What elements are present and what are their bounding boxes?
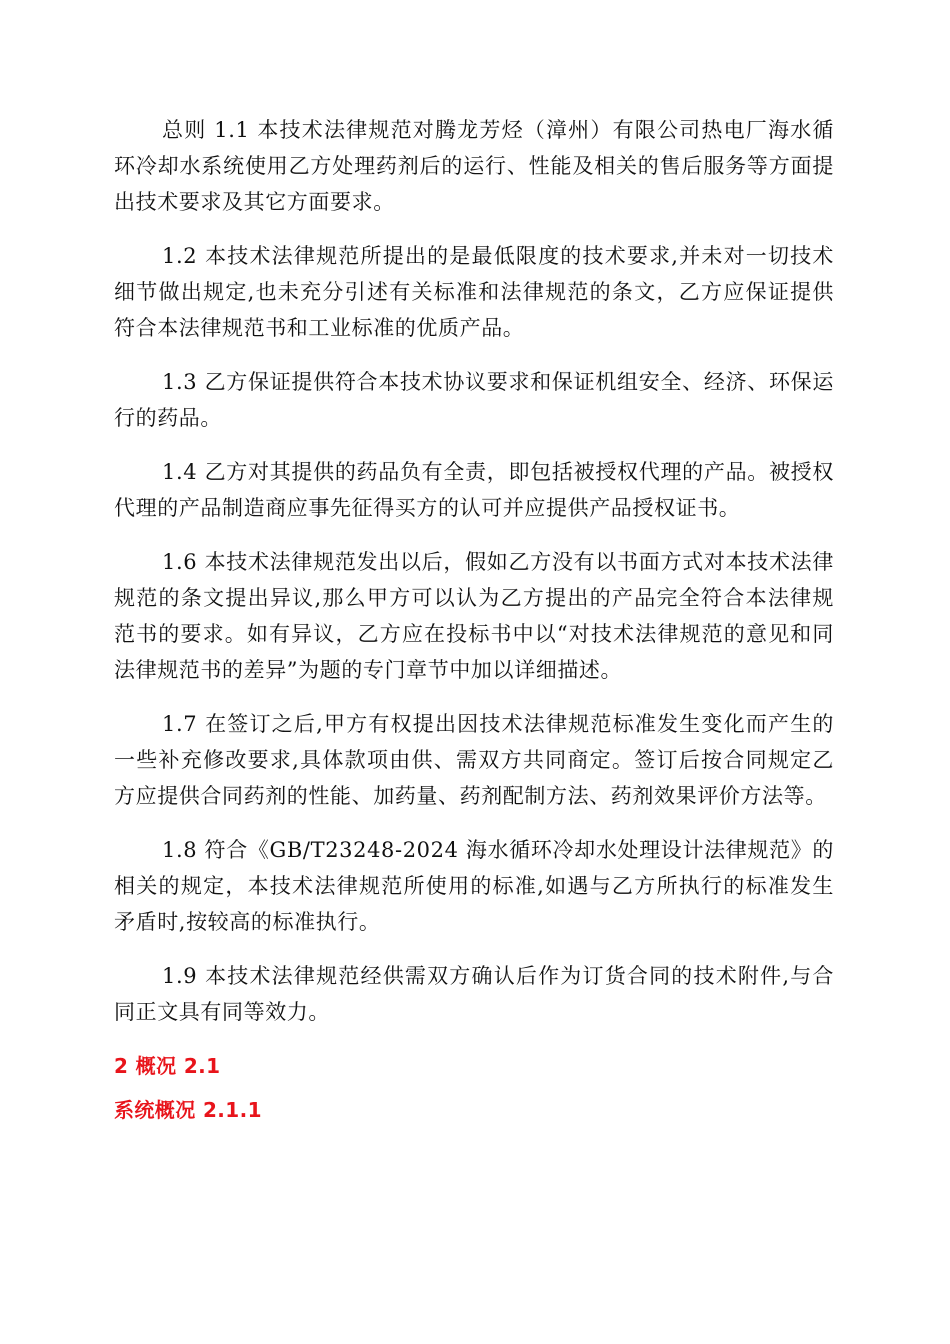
paragraph-1-6: 1.6 本技术法律规范发出以后，假如乙方没有以书面方式对本技术法律规范的条文提出异议,那么甲方可以认为乙方提出的产品完全符合本法律规范书的要求。如有异议，乙方应在投标书中以“对技术法律规范的意见和同法律规范书的差异”为题的专门章节中加以详细描述。: [114, 550, 834, 682]
paragraph-1-3: 1.3 乙方保证提供符合本技术协议要求和保证机组安全、经济、环保运行的药品。: [114, 370, 834, 430]
paragraph-1-9: 1.9 本技术法律规范经供需双方确认后作为订货合同的技术附件,与合同正文具有同等效力。: [114, 964, 834, 1024]
paragraph-1-4: 1.4 乙方对其提供的药品负有全责，即包括被授权代理的产品。被授权代理的产品制造商应事先征得买方的认可并应提供产品授权证书。: [114, 460, 834, 520]
section-heading-overview: 2 概况 2.1: [114, 1054, 221, 1078]
section-heading-system-overview: 系统概况 2.1.1: [114, 1098, 262, 1122]
paragraph-1-1: 总则 1.1 本技术法律规范对腾龙芳烃（漳州）有限公司热电厂海水循环冷却水系统使用乙方处理药剂后的运行、性能及相关的售后服务等方面提出技术要求及其它方面要求。: [114, 118, 834, 214]
paragraph-1-8: 1.8 符合《GB/T23248-2024 海水循环冷却水处理设计法律规范》的相关的规定，本技术法律规范所使用的标准,如遇与乙方所执行的标准发生矛盾时,按较高的标准执行。: [114, 838, 834, 934]
document-body: [114, 112, 834, 1136]
paragraph-1-2: 1.2 本技术法律规范所提出的是最低限度的技术要求,并未对一切技术细节做出规定,也未充分引述有关标准和法律规范的条文，乙方应保证提供符合本法律规范书和工业标准的优质产品。: [114, 244, 834, 340]
paragraph-1-7: 1.7 在签订之后,甲方有权提出因技术法律规范标准发生变化而产生的一些补充修改要求,具体款项由供、需双方共同商定。签订后按合同规定乙方应提供合同药剂的性能、加药量、药剂配制方法、药剂效果评价方法等。: [114, 712, 834, 808]
